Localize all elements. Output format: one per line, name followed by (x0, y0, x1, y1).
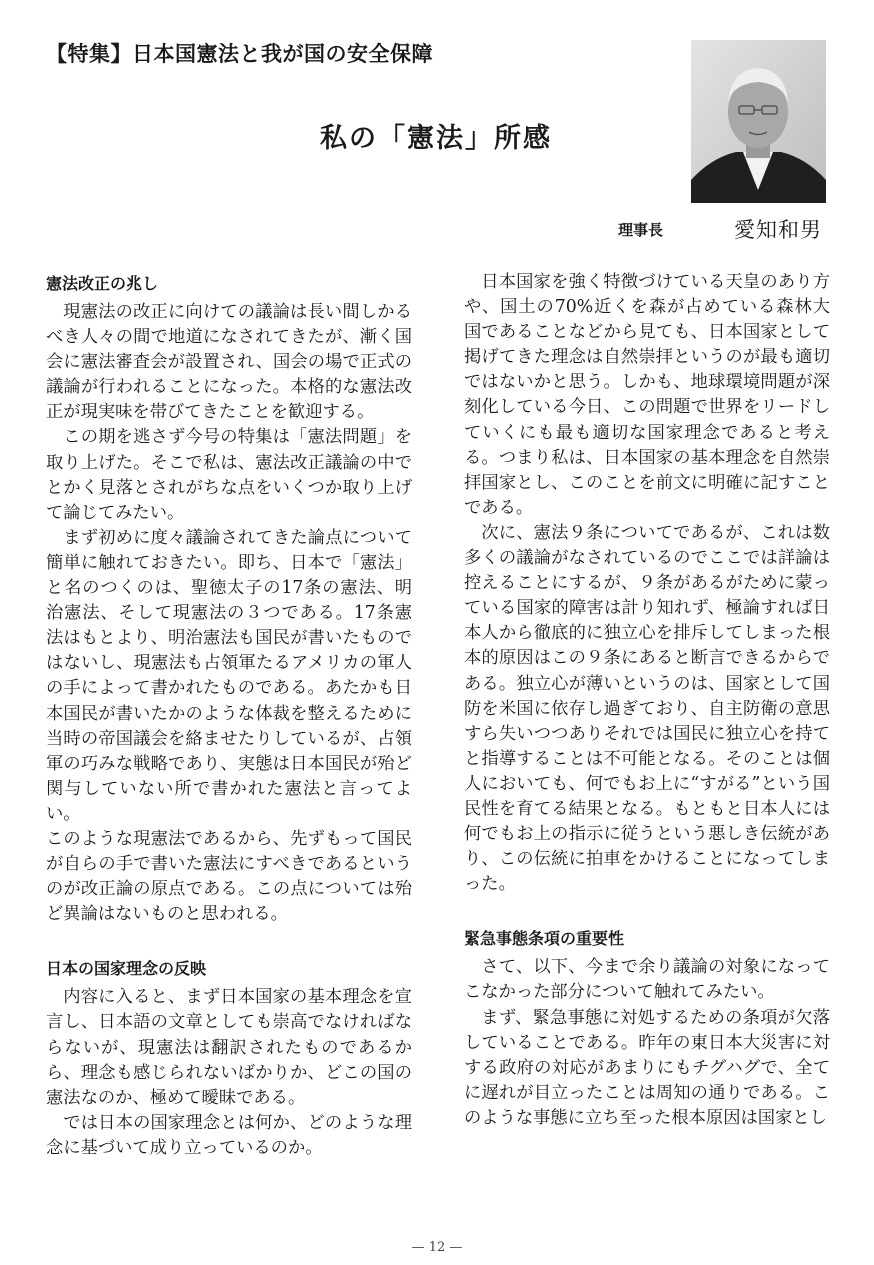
author-name: 愛知和男 (734, 218, 822, 242)
paragraph: では日本の国家理念とは何か、どのような理念に基づいて成り立っているのか。 (46, 1112, 412, 1158)
paragraph: 現憲法の改正に向けての議論は長い間しかるべき人々の間で地道になされてきたが、漸く国会に憲法審査会が設置され、国会の場で正式の議論が行われることになった。本格的な憲法改正が現実味を帯びてきたことを歓迎する。 (46, 302, 412, 423)
right-column (464, 270, 830, 1131)
section-heading: 緊急事態条項の重要性 (464, 929, 625, 949)
section-heading: 憲法改正の兆し (46, 274, 159, 293)
paragraph: さて、以下、今まで余り議論の対象になってこなかった部分について触れてみたい。 (464, 957, 830, 1003)
paragraph: 内容に入ると、まず日本国家の基本理念を宣言し、日本語の文章としても崇高でなければならないが、現憲法は翻訳されたものであるから、理念も感じられないばかりか、どこの国の憲法なのか、極めて曖昧である。 (46, 987, 412, 1108)
paragraph: まず初めに度々議論されてきた論点について簡単に触れておきたい。即ち、日本で「憲法」と名のつくのは、聖徳太子の17条の憲法、明治憲法、そして現憲法の３つである。17条憲法はもとより、明治憲法も国民が書いたものではないし、現憲法も占領軍たるアメリカの軍人の手によって書かれたものである。あたかも日本国民が書いたかのような体裁を整えるために当時の帝国議会を絡ませたりしているが、占領軍の巧みな戦略であり、実態は日本国民が殆ど関与していない所で書かれた憲法と言ってよい。 (46, 527, 412, 824)
left-column (46, 270, 412, 1161)
paragraph: 次に、憲法９条についてであるが、これは数多くの議論がなされているのでここでは詳論は控えることにするが、９条があるがために蒙っている国家的障害は計り知れず、極論すれば日本人から徹底的に独立心を排斥してしまった根本的原因はこの９条にあると断言できるからである。独立心が薄いというのは、国家として国防を米国に依存し過ぎており、自主防衛の意思すら失いつつありそれでは国民に独立心を持てと指導することは不可能となる。そのことは個人においても、何でもお上に“すがる”という国民性を育てる結果となる。もともと日本人には何でもお上の指示に従うという悪しき伝統があり、この伝統に拍車をかけることになってしまった。 (464, 522, 830, 895)
author-photo (691, 40, 826, 203)
paragraph: 日本国家を強く特徴づけている天皇のあり方や、国土の70%近くを森が占めている森林大国であることなどから見ても、日本国家として掲げてきた理念は自然崇拝というのが最も適切ではないかと思う。しかも、地球環境問題が深刻化している今日、この問題で世界をリードしていくにも最も適切な国家理念であると考える。つまり私は、日本国家の基本理念を自然崇拝国家とし、このことを前文に明確に記すことである。 (464, 272, 830, 518)
paragraph: まず、緊急事態に対処するための条項が欠落していることである。昨年の東日本大災害に対する政府の対応があまりにもチグハグで、全てに遅れが目立ったことは周知の通りである。このような事態に立ち至った根本原因は国家とし (464, 1007, 830, 1128)
page-number: — 12 — (411, 1240, 463, 1255)
feature-heading: 【特集】日本国憲法と我が国の安全保障 (46, 42, 433, 66)
section-heading: 日本の国家理念の反映 (46, 959, 207, 979)
paragraph: このような現憲法であるから、先ずもって国民が自らの手で書いた憲法にすべきであるというのが改正論の原点である。この点については殆ど異論はないものと思われる。 (46, 828, 412, 925)
author-role: 理事長 (618, 221, 664, 239)
article-title: 私の「憲法」所感 (320, 123, 552, 154)
paragraph: この期を逃さず今号の特集は「憲法問題」を取り上げた。そこで私は、憲法改正議論の中でとかく見落とされがちな点をいくつか取り上げて論じてみたい。 (46, 427, 412, 523)
